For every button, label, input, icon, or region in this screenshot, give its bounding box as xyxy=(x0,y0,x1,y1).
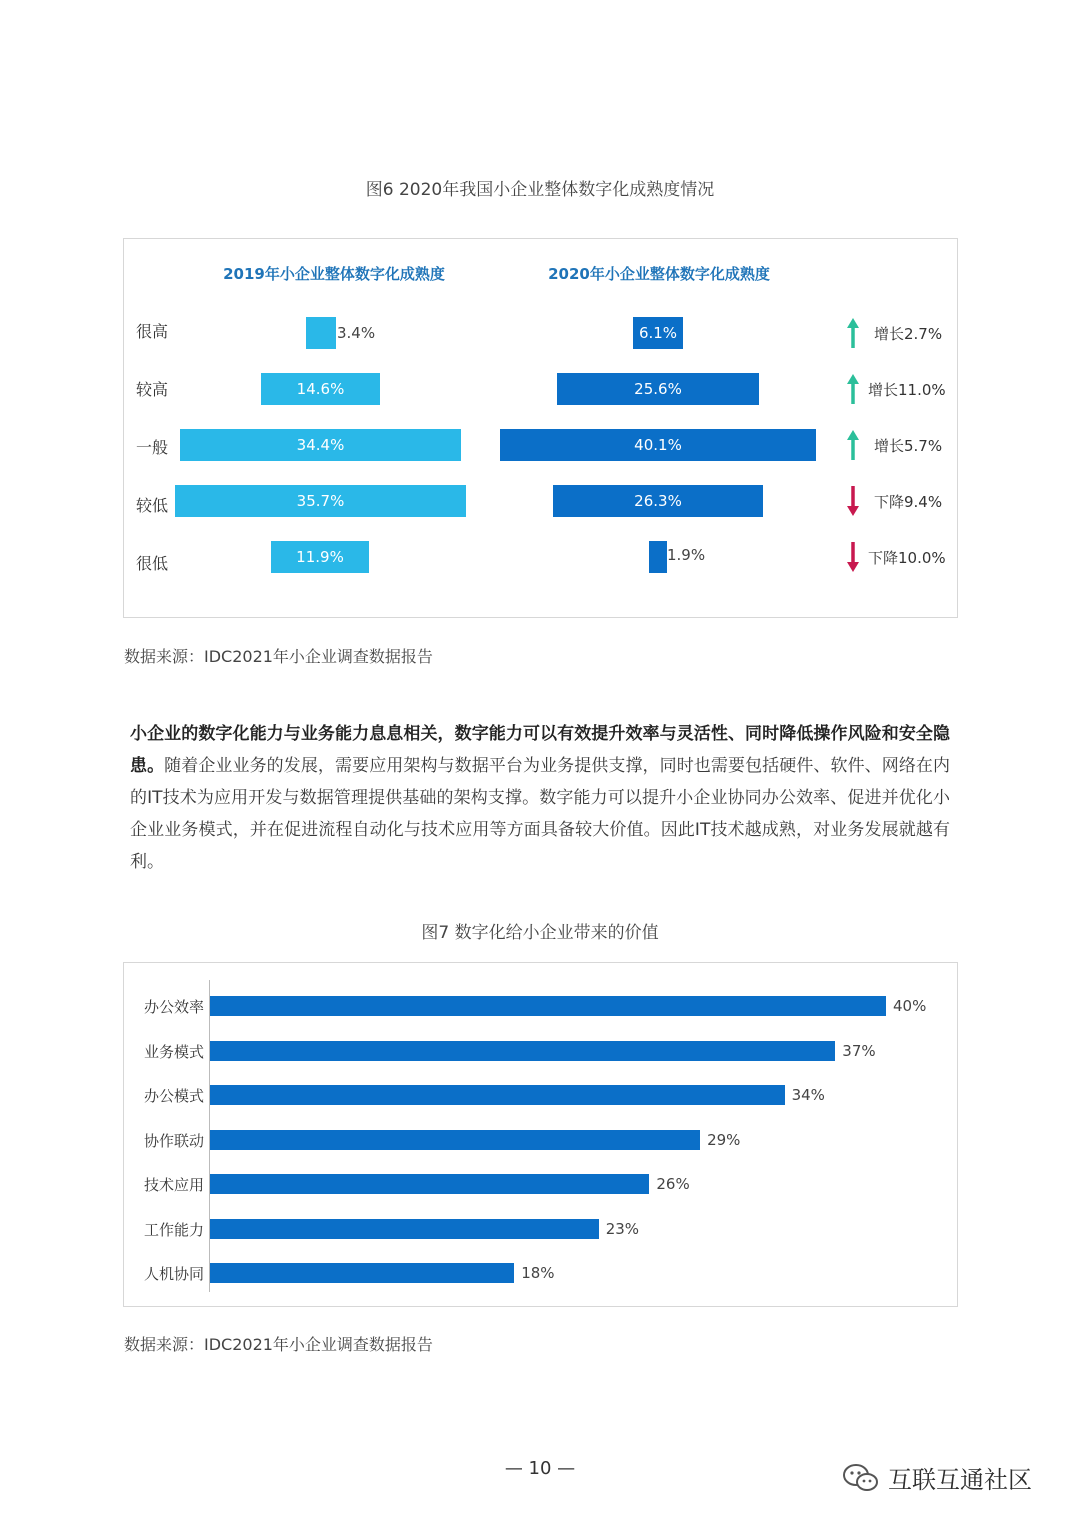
category-label: 技术应用 xyxy=(143,1176,204,1194)
category-label: 人机协同 xyxy=(143,1265,204,1283)
row-label-very-high: 很高 xyxy=(136,322,169,341)
value-2019-high: 14.6% xyxy=(296,380,345,398)
data-label: 34% xyxy=(791,1086,825,1104)
bar-2019-medium xyxy=(180,429,461,461)
category-label: 协作联动 xyxy=(143,1131,204,1150)
figure6-frame xyxy=(123,238,958,618)
up-arrow-icon xyxy=(846,373,860,405)
change-text: 下降10.0% xyxy=(868,548,946,567)
value-2020-very-low: 1.9% xyxy=(667,546,706,564)
paragraph-bold-lead: 小企业的数字化能力与业务能力息息相关，数字能力可以有效提升效率与灵活性、同时降低操作风险和安全隐患。 xyxy=(130,724,950,776)
bar-2019-very-high xyxy=(306,317,336,349)
value-2020-very-high: 6.1% xyxy=(638,324,678,342)
change-high xyxy=(846,373,946,405)
change-low xyxy=(846,485,942,517)
wechat-icon xyxy=(842,1463,880,1493)
change-text: 下降9.4% xyxy=(874,492,943,511)
down-arrow-icon xyxy=(846,485,860,517)
value-2019-low: 35.7% xyxy=(296,492,345,510)
bar-2020-very-high xyxy=(633,317,683,349)
col-2019-title: 2019年小企业整体数字化成熟度 xyxy=(223,265,445,283)
bar-2020-low xyxy=(553,485,763,517)
figure6-source: 数据来源：IDC2021年小企业调查数据报告 xyxy=(124,647,433,666)
value-bar xyxy=(210,1130,700,1150)
data-label: 23% xyxy=(605,1219,640,1238)
change-very-high xyxy=(846,317,942,349)
value-bar xyxy=(210,1174,649,1194)
category-label: 办公模式 xyxy=(143,1087,204,1105)
page-number: — 10 — xyxy=(504,1458,576,1479)
data-label: 37% xyxy=(842,1041,876,1060)
value-bar xyxy=(210,1041,835,1061)
change-text: 增长2.7% xyxy=(874,324,943,343)
value-2020-medium: 40.1% xyxy=(634,436,682,454)
value-2020-low: 26.3% xyxy=(634,492,682,510)
data-label: 40% xyxy=(893,997,927,1015)
value-bar xyxy=(210,1263,514,1283)
bar-2020-medium xyxy=(500,429,816,461)
data-label: 26% xyxy=(656,1175,690,1193)
body-paragraph xyxy=(130,718,950,878)
bar-2020-very-low xyxy=(649,541,667,573)
bar-2019-high xyxy=(261,373,380,405)
category-label: 办公效率 xyxy=(143,998,204,1016)
row-label-low: 较低 xyxy=(136,496,169,515)
change-very-low xyxy=(846,541,946,573)
category-label: 业务模式 xyxy=(143,1042,204,1061)
bar-2019-very-low xyxy=(271,541,369,573)
value-2019-medium: 34.4% xyxy=(296,436,345,454)
row-label-medium: 一般 xyxy=(136,438,169,457)
col-2020-title: 2020年小企业整体数字化成熟度 xyxy=(548,265,770,283)
up-arrow-icon xyxy=(846,317,860,349)
data-label: 18% xyxy=(521,1264,555,1282)
value-bar xyxy=(210,996,886,1016)
figure7-title: 图7 数字化给小企业带来的价值 xyxy=(421,923,659,943)
figure6-title: 图6 2020年我国小企业整体数字化成熟度情况 xyxy=(365,180,715,200)
up-arrow-icon xyxy=(846,429,860,461)
value-2019-very-high: 3.4% xyxy=(337,324,376,342)
row-label-very-low: 很低 xyxy=(136,554,169,573)
figure7-source: 数据来源：IDC2021年小企业调查数据报告 xyxy=(124,1335,433,1354)
value-bar xyxy=(210,1085,785,1105)
bar-2019-low xyxy=(175,485,466,517)
change-text: 增长11.0% xyxy=(868,380,946,399)
change-text: 增长5.7% xyxy=(874,436,943,455)
bar-2020-high xyxy=(557,373,759,405)
watermark-text: 互联互通社区 xyxy=(888,1466,1032,1494)
row-label-high: 较高 xyxy=(136,380,169,399)
down-arrow-icon xyxy=(846,541,860,573)
watermark xyxy=(842,1460,1032,1495)
paragraph-text: 随着企业业务的发展，需要应用架构与数据平台为业务提供支撑，同时也需要包括硬件、软件、网络在内的IT技术为应用开发与数据管理提供基础的架构支撑。数字能力可以提升小企业协同办公效率、促进并优化小企业业务模式，并在促进流程自动化与技术应用等方面具备较大价值。因此IT技术越成熟，对业务发展就越有利。 xyxy=(130,756,950,872)
category-label: 工作能力 xyxy=(143,1220,204,1239)
value-bar xyxy=(210,1219,599,1239)
change-medium xyxy=(846,429,942,461)
data-label: 29% xyxy=(707,1130,741,1149)
value-2019-very-low: 11.9% xyxy=(296,548,344,566)
value-2020-high: 25.6% xyxy=(634,380,682,398)
